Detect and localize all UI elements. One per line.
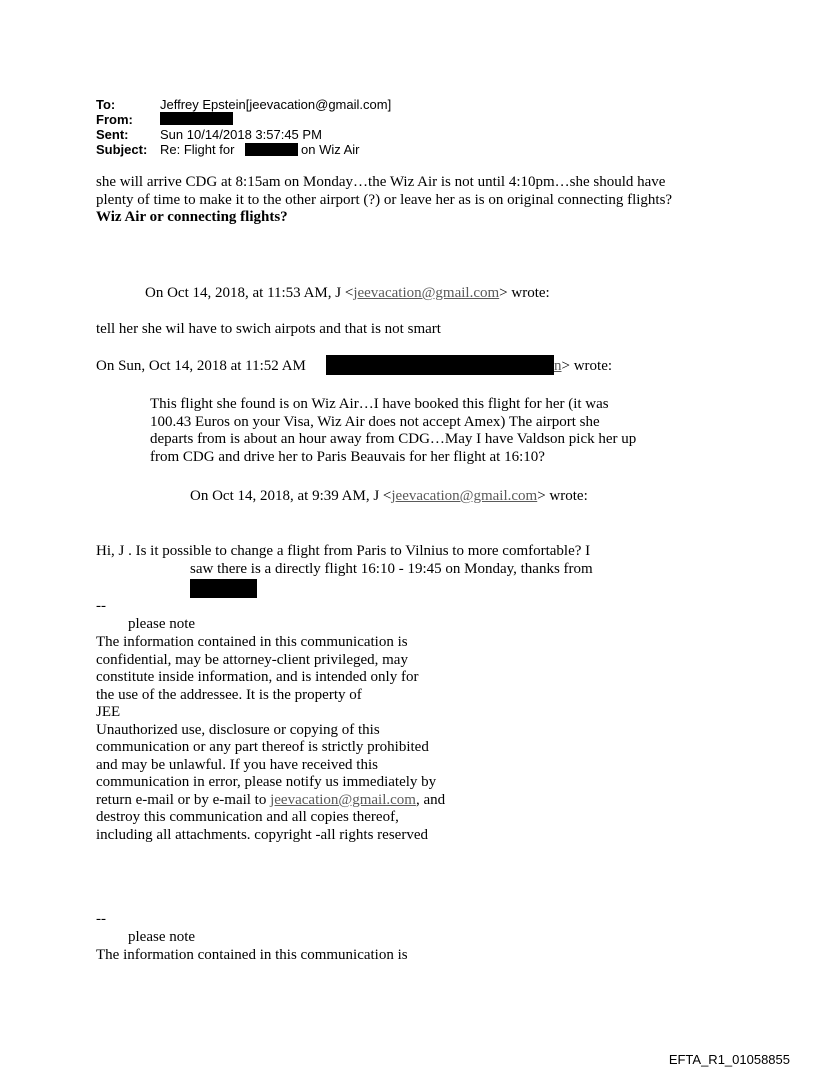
text-line-bold: Wiz Air or connecting flights? (96, 209, 288, 225)
email-link[interactable]: jeevacation@gmail.com (270, 791, 416, 808)
quote-tail (554, 358, 612, 376)
from-label: From: (96, 112, 133, 127)
subject-suffix: on Wiz Air (301, 142, 360, 157)
document-id: EFTA_R1_01058855 (668, 1052, 790, 1067)
to-value: Jeffrey Epstein[jeevacation@gmail.com] (160, 97, 392, 112)
message-original-line2: saw there is a directly flight 16:10 - 19:45 on Monday, thanks from (190, 561, 593, 577)
quote-prefix: On Sun, Oct 14, 2018 at 11:52 AM (96, 358, 306, 374)
please-note: please note (128, 616, 196, 632)
text-line: departs from is about an hour away from CDG…May I have Valdson pick her up (150, 431, 637, 447)
disclaimer-line: return e-mail or by e-mail to jeevacation@gmail.com, and (96, 791, 446, 808)
quote-suffix: > wrote: (561, 358, 613, 374)
email-link-fragment[interactable]: n (554, 358, 562, 374)
disclaimer-line: the use of the addressee. It is the property of (96, 686, 362, 703)
disclaimer-line: The information contained in this communication is (96, 634, 408, 650)
disclaimer-line: communication or any part thereof is strictly prohibited (96, 739, 429, 755)
email-link[interactable]: jeevacation@gmail.com (353, 285, 500, 301)
quote-suffix: > wrote: (537, 488, 588, 504)
disclaimer-line: including all attachments. copyright -all rights reserved (96, 826, 428, 843)
email-link[interactable]: jeevacation@gmail.com (391, 488, 538, 504)
disclaimer-line: communication in error, please notify us immediately by (96, 774, 437, 790)
subject-prefix: Re: Flight for (160, 142, 235, 157)
sent-value: Sun 10/14/2018 3:57:45 PM (160, 127, 322, 142)
signature-dashes: -- (96, 598, 106, 614)
sent-label: Sent: (96, 127, 129, 142)
text-line: plenty of time to make it to the other airport (?) or leave her as is on original connecting flights? (96, 191, 673, 208)
quote-header (190, 488, 588, 506)
to-label: To: (96, 97, 116, 112)
signature-dashes: -- (96, 911, 106, 927)
redaction-block (190, 579, 257, 598)
disclaimer-line: and may be unlawful. If you have received this (96, 756, 378, 773)
text-line: she will arrive CDG at 8:15am on Monday…the Wiz Air is not until 4:10pm…she should have (96, 174, 666, 190)
subject-label: Subject: (96, 142, 148, 157)
disclaimer-line: JEE (96, 704, 121, 720)
disclaimer-line: constitute inside information, and is intended only for (96, 669, 419, 685)
quote-prefix: On Oct 14, 2018, at 11:53 AM, J < (145, 285, 354, 301)
message-original-line1: Hi, J . Is it possible to change a flight from Paris to Vilnius to more comfortable? I (96, 543, 591, 559)
redaction-block (160, 112, 233, 125)
disclaimer-line: The information contained in this communication is (96, 947, 408, 963)
disclaimer-line: Unauthorized use, disclosure or copying of this (96, 721, 380, 738)
disclaimer-line: destroy this communication and all copies thereof, (96, 809, 399, 825)
text-line: This flight she found is on Wiz Air…I have booked this flight for her (it was (150, 396, 609, 412)
text-line: from CDG and drive her to Paris Beauvais for her flight at 16:10? (150, 448, 545, 465)
message-latest (96, 174, 796, 227)
text-line: 100.43 Euros on your Visa, Wiz Air does not accept Amex) The airport she (150, 413, 600, 430)
message-assistant (150, 396, 710, 466)
message-reply: tell her she wil have to swich airpots and that is not smart (96, 321, 441, 337)
quote-suffix: > wrote: (499, 285, 550, 301)
redaction-block (245, 143, 298, 156)
disclaimer-line: confidential, may be attorney-client privileged, may (96, 651, 408, 668)
quote-header (96, 358, 306, 376)
quote-header (145, 285, 550, 303)
redaction-block (326, 355, 554, 375)
quote-prefix: On Oct 14, 2018, at 9:39 AM, J < (190, 488, 392, 504)
confidentiality-disclaimer (96, 634, 516, 844)
please-note: please note (128, 929, 196, 945)
